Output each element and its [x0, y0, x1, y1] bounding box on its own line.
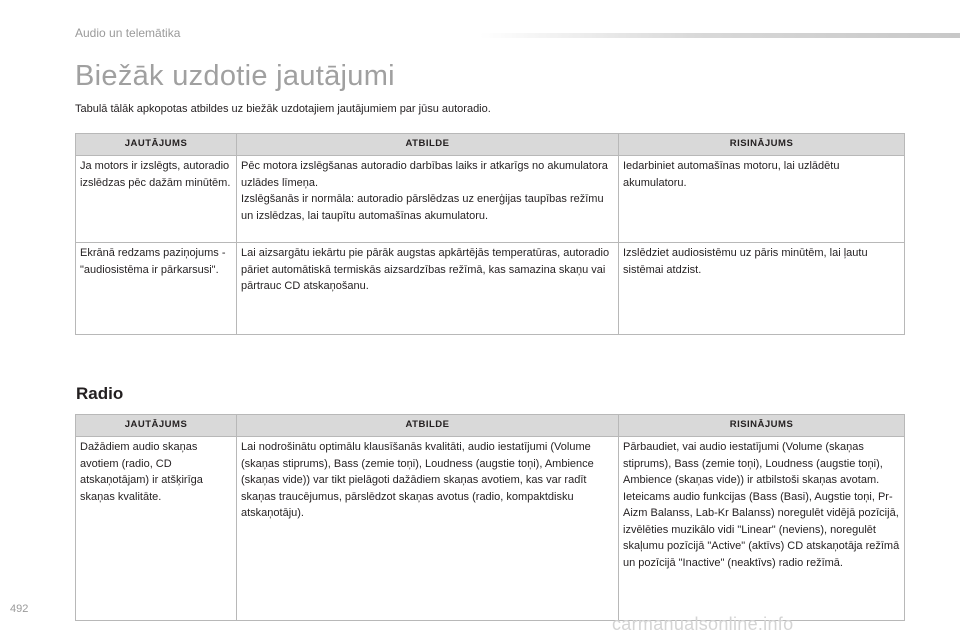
table-header-row — [76, 415, 905, 437]
column-header-question: JAUTĀJUMS — [76, 415, 237, 437]
table-row — [76, 437, 905, 621]
solution-cell: Pārbaudiet, vai audio iestatījumi (Volume (skaņas stiprums), Bass (zemie toņi), Loudness (augstie toņi), Ambience (skaņas vide)) ir atbilstoši skaņas avotam. Ieteicams audio funkcijas (Bass (Basi), Augstie toņi, Pr-Aizm Balanss, Lab-Kr Balanss) noregulēt vidējā pozīcijā, izvēlēties muzikālo vidi "Linear" (neviens), noregulēt skaļumu pozīcijā "Active" (aktīvs) CD atskaņotāja režīmā un pozīcijā "Inactive" (neaktīvs) radio režīmā. — [619, 437, 905, 621]
column-header-answer: ATBILDE — [237, 415, 619, 437]
page-title: Biežāk uzdotie jautājumi — [75, 60, 395, 92]
page-number: 492 — [10, 603, 29, 615]
column-header-answer: ATBILDE — [237, 134, 619, 156]
question-cell: Dažādiem audio skaņas avotiem (radio, CD atskaņotājam) ir atšķirīga skaņas kvalitāte. — [76, 437, 237, 621]
header-section-label: Audio un telemātika — [75, 26, 181, 40]
question-cell: Ja motors ir izslēgts, autoradio izslēdzas pēc dažām minūtēm. — [76, 156, 237, 243]
table-row — [76, 243, 905, 335]
answer-cell: Lai nodrošinātu optimālu klausīšanās kvalitāti, audio iestatījumi (Volume (skaņas stiprums), Bass (zemie toņi), Loudness (augstie toņi), Ambience (skaņas vide)) var tikt pielāgoti dažādiem skaņas avotiem, kas var radīt skaņas traucējumus, pārslēdzot skaņas avotus (radio, kompaktdisku atskaņotāju). — [237, 437, 619, 621]
faq-table-radio — [75, 414, 905, 621]
column-header-solution: RISINĀJUMS — [619, 134, 905, 156]
answer-cell: Lai aizsargātu iekārtu pie pārāk augstas apkārtējās temperatūras, autoradio pāriet automātiskā termiskās aizsardzības režīmā, kas samazina skaņu vai pārtrauc CD atskaņošanu. — [237, 243, 619, 335]
watermark-text: carmanualsonline.info — [612, 614, 794, 634]
answer-cell: Pēc motora izslēgšanas autoradio darbības laiks ir atkarīgs no akumulatora uzlādes līmeņa. Izslēgšanās ir normāla: autoradio pārslēdzas uz enerģijas taupības režīmu un izslēdzas, lai taupītu automašīnas akumulatoru. — [237, 156, 619, 243]
intro-text: Tabulā tālāk apkopotas atbildes uz biežāk uzdotajiem jautājumiem par jūsu autoradio. — [75, 103, 491, 115]
solution-cell: Iedarbiniet automašīnas motoru, lai uzlādētu akumulatoru. — [619, 156, 905, 243]
table-row — [76, 156, 905, 243]
faq-table-general — [75, 133, 905, 335]
column-header-question: JAUTĀJUMS — [76, 134, 237, 156]
header-decorative-bar — [480, 33, 960, 38]
table-header-row — [76, 134, 905, 156]
question-cell: Ekrānā redzams paziņojums - "audiosistēma ir pārkarsusi". — [76, 243, 237, 335]
solution-cell: Izslēdziet audiosistēmu uz pāris minūtēm, lai ļautu sistēmai atdzist. — [619, 243, 905, 335]
section-title-radio: Radio — [76, 384, 124, 403]
column-header-solution: RISINĀJUMS — [619, 415, 905, 437]
